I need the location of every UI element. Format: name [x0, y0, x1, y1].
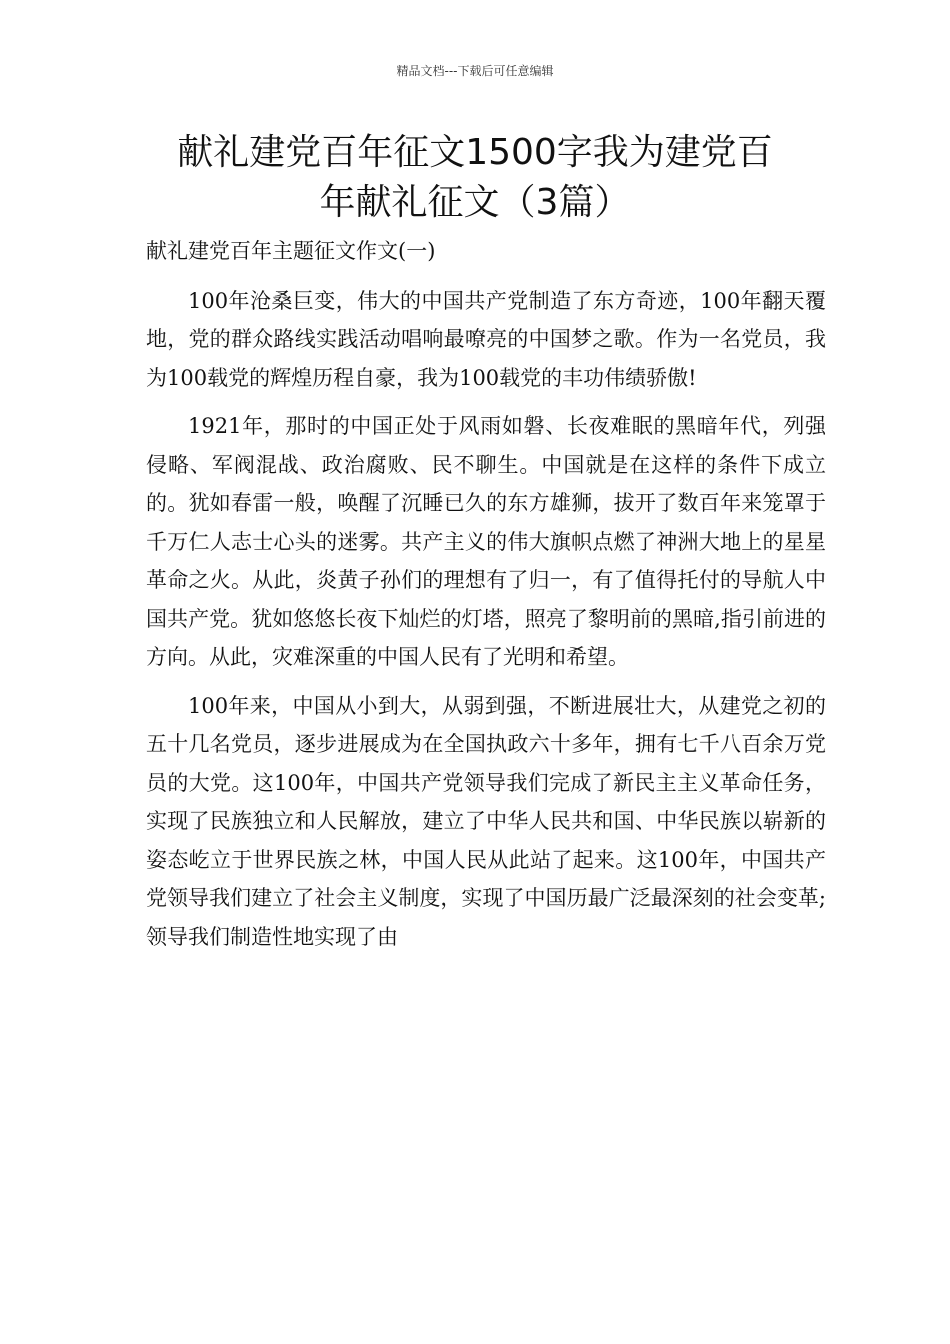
paragraph-2: 1921年，那时的中国正处于风雨如磐、长夜难眠的黑暗年代，列强侵略、军阀混战、政治腐败、民不聊生。中国就是在这样的条件下成立的。犹如春雷一般，唤醒了沉睡已久的东方雄狮，拔开了数百年来笼罩于千万仁人志士心头的迷雾。共产主义的伟大旗帜点燃了神洲大地上的星星革命之火。从此，炎黄子孙们的理想有了归一，有了值得托付的导航人中国共产党。犹如悠悠长夜下灿烂的灯塔，照亮了黎明前的黑暗,指引前进的方向。从此，灾难深重的中国人民有了光明和希望。 [146, 414, 826, 669]
paragraph-3: 100年来，中国从小到大，从弱到强，不断进展壮大，从建党之初的五十几名党员，逐步进展成为在全国执政六十多年，拥有七千八百余万党员的大党。这100年，中国共产党领导我们完成了新民主主义革命任务，实现了民族独立和人民解放，建立了中华人民共和国、中华民族以崭新的姿态屹立于世界民族之林，中国人民从此站了起来。这100年，中国共产党领导我们建立了社会主义制度，实现了中国历最广泛最深刻的社会变革;领导我们制造性地实现了由 [146, 693, 826, 949]
document-body [146, 232, 826, 966]
document-title [100, 128, 850, 228]
title-line-2: 年献礼征文（3篇） [319, 182, 631, 223]
header-note: 精品文档---下载后可任意编辑 [396, 64, 554, 78]
section-subtitle: 献礼建党百年主题征文作文(一) [146, 239, 436, 263]
paragraph-1: 100年沧桑巨变，伟大的中国共产党制造了东方奇迹，100年翻天覆地，党的群众路线实践活动唱响最嘹亮的中国梦之歌。作为一名党员，我为100载党的辉煌历程自豪，我为100载党的丰功伟绩骄傲! [146, 288, 826, 390]
title-line-1: 献礼建党百年征文1500字我为建党百 [177, 132, 773, 173]
